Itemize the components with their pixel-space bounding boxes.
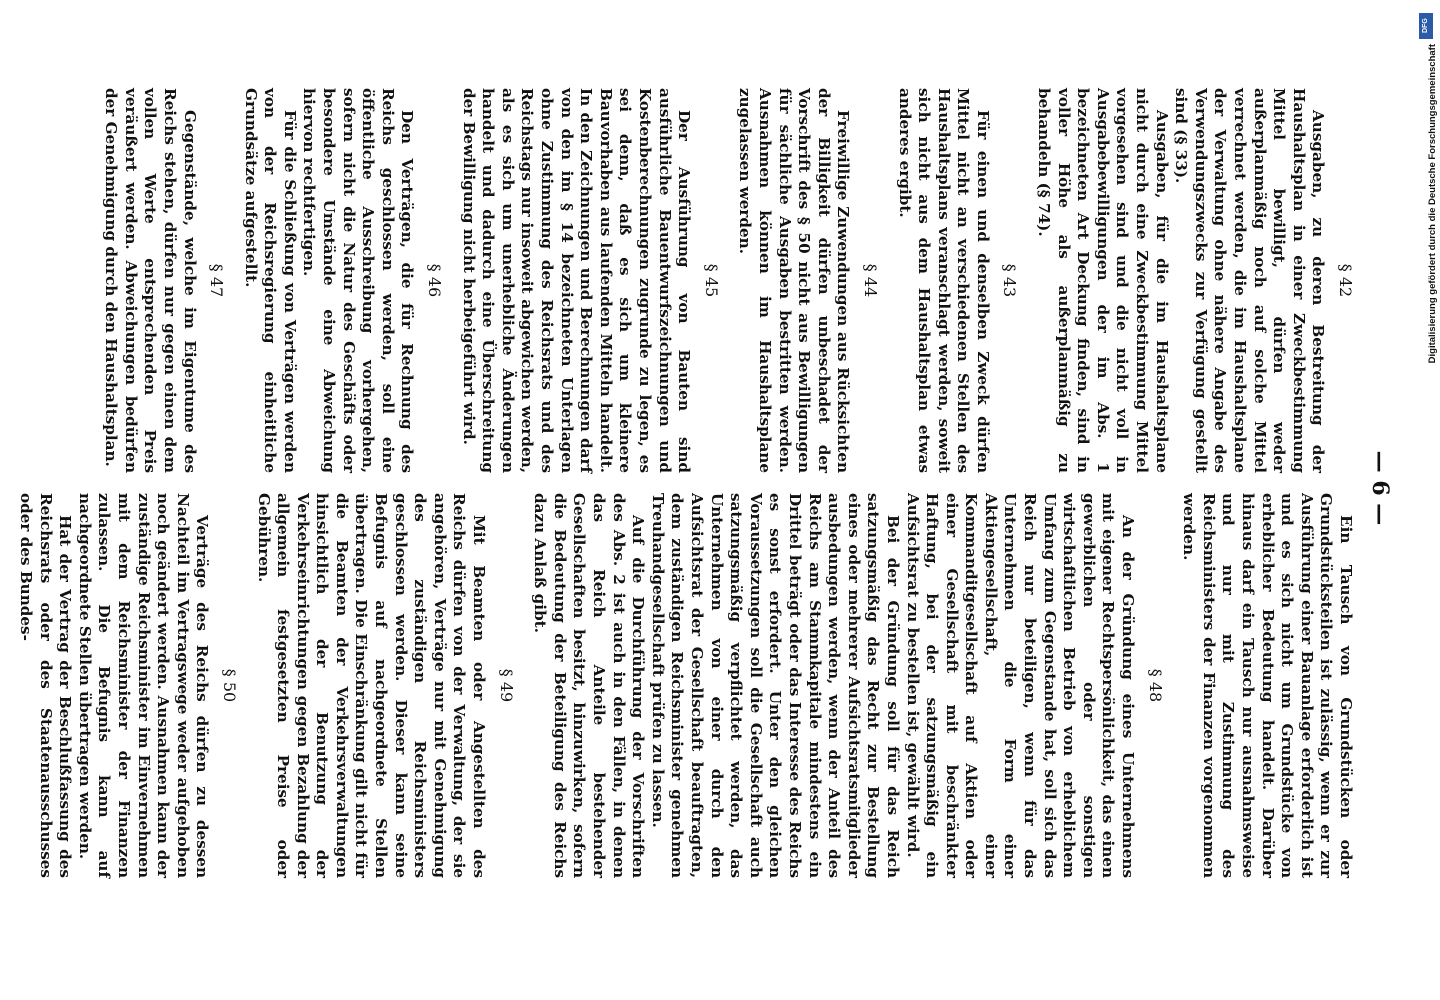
rotated-page-content [17, 88, 1395, 888]
right-column [15, 493, 1355, 878]
section-title: § 46 [425, 263, 445, 298]
section-paragraph: Ein Tausch von Grundstücken oder Grundstücksteilen ist zulässig, wenn er zur Ausführung einer Bauanlage erforderlich ist und es sich nicht um Grundstücke von erheblicher Bedeutung handelt. Darüber hinaus darf ein Tausch nur ausnahmsweise und nur mit Zustimmung des Reichsministers der Finanzen vorgenommen werden. [1180, 493, 1355, 878]
section-title: § 50 [219, 668, 239, 703]
section-title: § 47 [207, 263, 227, 298]
section-title: § 44 [860, 263, 880, 298]
section-paragraph: An der Gründung eines Unternehmens mit eigener Rechtspersönlichkeit, das einen gewerblichen oder sonstigen wirtschaftlichen Betrieb von erheblichem Umfang zum Gegenstande hat, soll sich das Reich nur beteiligen, wenn für das Unternehmen die Form einer Aktiengesellschaft, einer Kommanditgesellschaft auf Aktien oder einer Gesellschaft mit beschränkter Haftung, bei der satzungsmäßig ein Aufsichtsrat zu bestellen ist, gewählt wird. [903, 493, 1138, 878]
dfg-watermark-text: Digitalisierung gefördert durch die Deutsche Forschungsgemeinschaft [1427, 44, 1438, 364]
section-47 [101, 88, 227, 473]
section-paragraph: Mit Beamten oder Angestellten des Reichs dürfen von der Verwaltung, der sie angehören, Verträge nur mit Genehmigung des zuständigen Reichsministers geschlossen werden. Dieser kann seine Befugnis auf nachgeordnete Stellen übertragen. Die Einschränkung gilt nicht für die Beamten der Verkehrsverwaltungen hinsichtlich der Benutzung der Verkehrseinrichtungen gegen Bezahlung der allgemein festgesetzten Preise oder Gebühren. [254, 493, 489, 878]
section-paragraph: Ausgaben, zu deren Bestreitung der Haushaltsplan in einer Zweckbestimmung Mittel bewilligt, dürfen weder außerplanmäßig noch auf solche Mittel verrechnet werden, die im Haushaltsplane der Verwaltung ohne nähere Angabe des Verwendungszwecks zur Verfügung gestellt sind (§ 33). [1172, 88, 1328, 473]
section-title: § 49 [496, 668, 516, 703]
section-paragraph: Der Ausführung von Bauten sind ausführliche Bauentwurfszeichnungen und Kostenberechnungen zugrunde zu legen, es sei denn, daß es sich um kleinere Bauvorhaben aus laufenden Mitteln handelt. In den Zeichnungen und Berechnungen darf von den im § 14 bezeichneten Unterlagen ohne Zustimmung des Reichsrats und des Reichstags nur insoweit abgewichen werden, als es sich um unerhebliche Änderungen handelt und dadurch eine Überschreitung der Bewilligung nicht herbeigeführt wird. [459, 88, 694, 473]
section-paragraph: Hat der Vertrag der Beschlußfassung des Reichsrats oder des Staatenausschusses oder des Bundes- [17, 493, 75, 878]
section-paragraph: Verträge des Reichs dürfen zu dessen Nachteil im Vertragswege weder aufgehoben noch geändert werden. Ausnahmen kann der zuständige Reichsminister im Einvernehmen mit dem Reichsminister der Finanzen zulassen. Die Befugnis kann auf nachgeordnete Stellen übertragen werden. [75, 493, 212, 878]
dfg-logo-icon: DFG [1419, 13, 1433, 39]
section-title: § 42 [1336, 263, 1355, 298]
left-column [101, 88, 1355, 473]
section-43 [894, 88, 1020, 473]
section-paragraph: Den Verträgen, die für Rechnung des Reichs geschlossen werden, soll eine öffentliche Ausschreibung vorhergehen, sofern nicht die Natur des Geschäfts oder besondere Umstände eine Abweichung hiervon rechtfertigen. [300, 88, 417, 473]
section-paragraph: Auf die Durchführung der Vorschriften des Abs. 2 ist auch in den Fällen, in denen das Reich Anteile bestehender Gesellschaften besitzt, hinzuwirken, sofern die Bedeutung der Beteiligung des Reichs dazu Anlaß gibt. [531, 493, 648, 878]
section-50 [15, 493, 239, 878]
page-number-header: — 6 — [1367, 450, 1393, 526]
section-48 [530, 493, 1165, 878]
section-paragraph: Bei der Gründung soll für das Reich satzungsmäßig das Recht zur Bestellung eines oder mehrerer Aufsichtsratsmitglieder ausbedungen werden, wenn der Anteil des Reichs am Stammkapitale mindestens ein Drittel beträgt oder das Interesse des Reichs es sonst erfordert. Unter den gleichen Voraussetzungen soll die Gesellschaft auch satzungsmäßig verpflichtet werden, das Unternehmen von einer durch den Aufsichtsrat der Gesellschaft beauftragten, dem zuständigen Reichsminister genehmen Treuhandgesellschaft prüfen zu lassen. [648, 493, 902, 878]
section-title: § 45 [701, 263, 721, 298]
section-44 [735, 88, 880, 473]
section-continuation [1179, 493, 1355, 878]
section-paragraph: Gegenstände, welche im Eigentume des Reichs stehen, dürfen nur gegen einen dem vollen Werte entsprechenden Preis veräußert werden. Abweichungen bedürfen der Genehmigung durch den Haushaltsplan. [102, 88, 199, 473]
section-paragraph: Freiwillige Zuwendungen aus Rücksichten der Billigkeit dürfen unbeschadet der Vorschrift des § 50 nicht aus Bewilligungen für sächliche Ausgaben bestritten werden. Ausnahmen können im Haushaltsplane zugelassen werden. [736, 88, 853, 473]
section-46 [240, 88, 444, 473]
section-title: § 48 [1145, 668, 1165, 703]
dfg-watermark [1418, 8, 1438, 393]
section-title: § 43 [1000, 263, 1020, 298]
section-paragraph: Für die Schließung von Verträgen werden von der Reichsregierung einheitliche Grundsätze aufgestellt. [241, 88, 299, 473]
section-45 [458, 88, 721, 473]
section-paragraph: Ausgaben, für die im Haushaltsplane nicht durch eine Zweckbestimmung Mittel vorgesehen sind und die nicht voll in Ausgabebewilligungen der im Abs. 1 bezeichneten Art Deckung finden, sind in voller Höhe als außerplanmäßig zu behandeln (§ 74). [1035, 88, 1171, 473]
section-49 [253, 493, 516, 878]
section-paragraph: Für einen und denselben Zweck dürfen Mittel nicht an verschiedenen Stellen des Haushaltsplans veranschlagt werden, soweit sich nicht aus dem Haushaltsplan etwas anderes ergibt. [895, 88, 992, 473]
section-42 [1034, 88, 1356, 473]
